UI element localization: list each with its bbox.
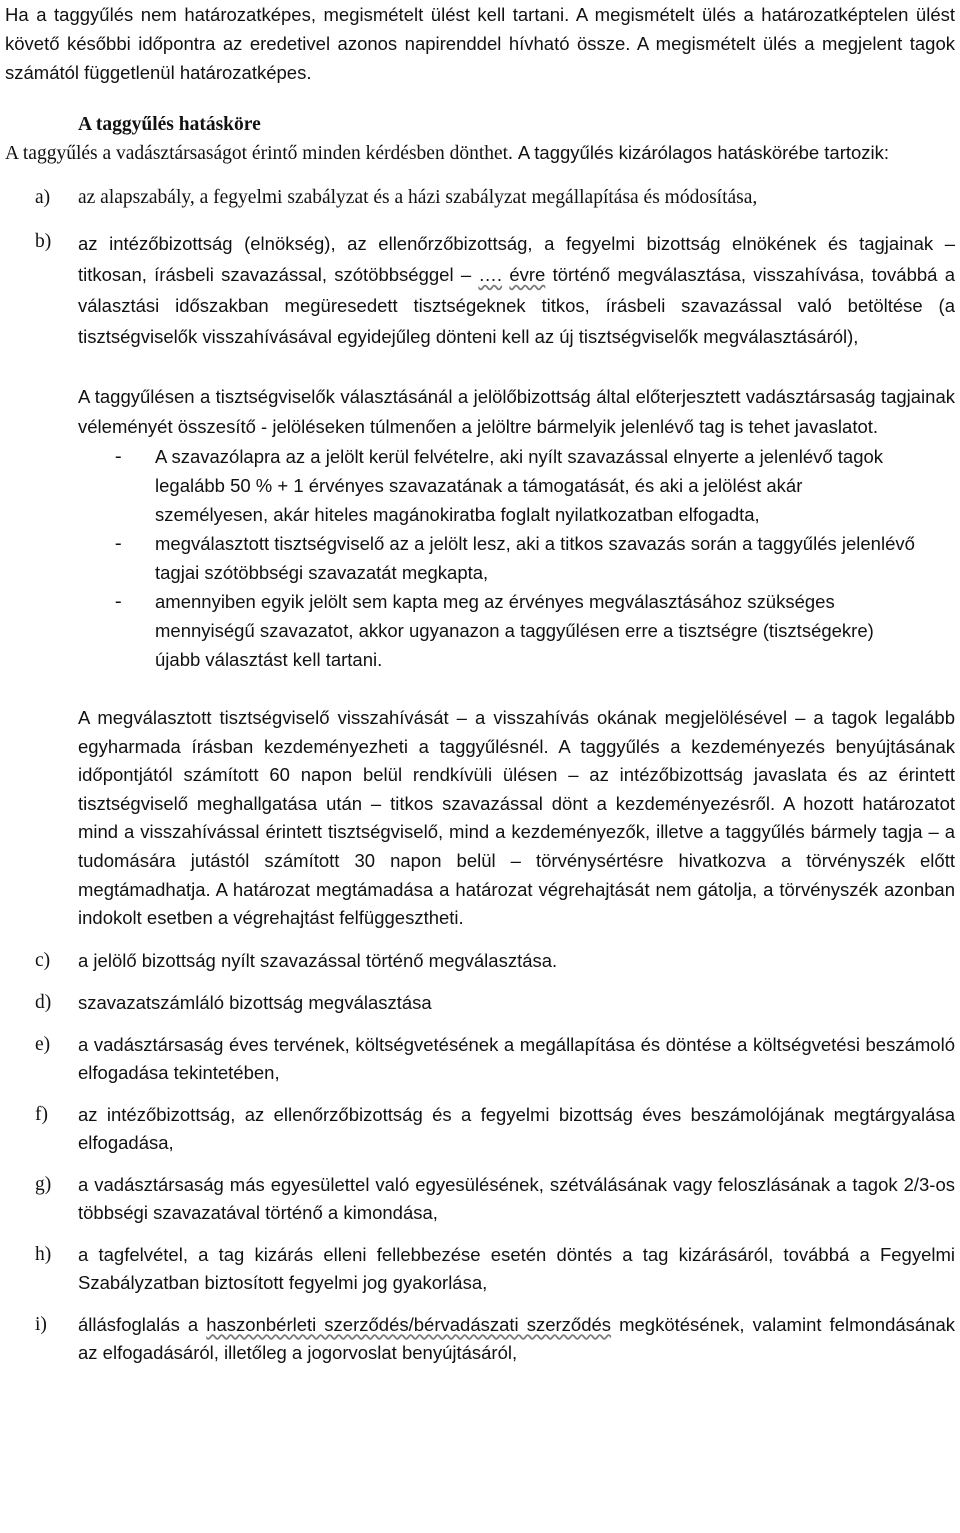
- list-text: a jelölő bizottság nyílt szavazással történő megválasztása.: [78, 949, 558, 971]
- bullet-text: megválasztott tisztségviselő az a jelölt lesz, aki a titkos szavazás során a taggyűlés jelenlévő tagjai szótöbbségi szavazatát megkapta,: [155, 533, 915, 583]
- election-bullet: [115, 442, 955, 529]
- list-item-e: [5, 1031, 955, 1087]
- list-label: h): [35, 1243, 52, 1265]
- list-text-before: az intézőbizottság (elnökség), az ellenőrzőbizottság, a fegyelmi bizottság elnökének és tagjainak – titkosan, írásbeli szavazással, szótöbbséggel –: [78, 233, 955, 285]
- election-paragraph: A taggyűlésen a tisztségviselők választásánál a jelölőbizottság által előterjesztett vadásztársaság tagjainak véleményét összesítő - jelöléseken túlmenően a jelöltre bármelyik jelenlévő tag is tehet javaslatot.: [78, 386, 955, 437]
- bullet-text: A szavazólapra az a jelölt kerül felvételre, aki nyílt szavazással elnyerte a jelenlévő tagok legalább 50 % + 1 érvényes szavazatának a támogatását, és aki a jelölést akár személyesen, akár hiteles magánokiratba foglalt nyilatkozatban elfogadta,: [155, 446, 884, 525]
- bullet-dash: -: [115, 446, 122, 467]
- section-lead: [5, 139, 955, 168]
- intro-paragraph: Ha a taggyűlés nem határozatképes, megismételt ülést kell tartani. A megismételt ülés a határozatképtelen ülést követő későbbi időpontra az eredetivel azonos napirenddel hívható össze. A megismételt ülés a megjelent tagok számától függetlenül határozatképes.: [5, 4, 955, 83]
- list-label: d): [35, 991, 52, 1013]
- bullet-text: amennyiben egyik jelölt sem kapta meg az érvényes megválasztásához szükséges mennyiségű szavazatot, akkor ugyanazon a taggyűlésen erre a tisztségre (tisztségekre) újabb választást kell tartani.: [155, 591, 874, 670]
- list-label: a): [35, 187, 51, 208]
- list-text-dots: ….: [478, 264, 503, 285]
- list-text-after: megkötésének, valamint felmondásának az elfogadásáról, illetőleg a jogorvoslat benyújtásáról,: [78, 1313, 956, 1363]
- list-text: szavazatszámláló bizottság megválasztása: [78, 991, 432, 1013]
- election-bullet: [115, 587, 955, 674]
- section-lead-sans: A taggyűlés kizárólagos hatáskörébe tartozik:: [517, 142, 890, 163]
- list-label: c): [35, 949, 51, 971]
- list-item-d: [5, 989, 955, 1017]
- bullet-dash: -: [115, 591, 122, 612]
- list-item-b: [5, 228, 955, 352]
- list-item-a: [5, 184, 955, 212]
- list-text: az alapszabály, a fegyelmi szabályzat és a házi szabályzat megállapítása és módosítása,: [78, 187, 758, 208]
- list-label: b): [35, 231, 52, 252]
- section-lead-text: A taggyűlés a vadásztársaságot érintő minden kérdésben dönthet.: [5, 143, 513, 164]
- list-item-f: [5, 1101, 955, 1157]
- list-label: i): [35, 1313, 47, 1335]
- election-block: [78, 382, 955, 442]
- list-text-wavy: évre: [509, 264, 546, 285]
- list-text: a tagfelvétel, a tag kizárás elleni fellebbezése esetén döntés a tag kizárásáról, továbbá a Fegyelmi Szabályzatban biztosított fegyelmi jog gyakorlása,: [78, 1243, 955, 1293]
- list-text: [78, 228, 955, 352]
- list-text: a vadásztársaság éves tervének, költségvetésének a megállapítása és döntése a költségvetési beszámoló elfogadása tekintetében,: [78, 1033, 955, 1083]
- list-text-before: állásfoglalás a: [78, 1313, 199, 1335]
- list-text-after: történő megválasztása, visszahívása, továbbá a választási időszakban megüresedett tisztségeknek titkos, írásbeli szavazással való betöltése (a tisztségviselők visszahívásával egyidejűleg dönteni kell az új tisztségviselők megválasztásáról),: [78, 264, 956, 347]
- list-item-g: [5, 1171, 955, 1227]
- recall-paragraph: A megválasztott tisztségviselő visszahívását – a visszahívás okának megjelölésével – a tagok legalább egyharmada írásban kezdeményezheti a taggyűlésnél. A taggyűlés a kezdeményezés benyújtásának időpontjától számított 60 napon belül rendkívüli ülésen – az intézőbizottság javaslata és az érintett tisztségviselő meghallgatása után – titkos szavazással dönt a kezdeményezésről. A hozott határozatot mind a visszahívással érintett tisztségviselő, mind a kezdeményezők, illetve a taggyűlés bármely tagja – a tudomására jutástól számított 30 napon belül – törvénysértésre hivatkozva a törvényszék előtt megtámadhatja. A határozat megtámadása a határozat végrehajtását nem gátolja, a törvényszék azonban indokolt esetben a végrehajtást felfüggesztheti.: [78, 707, 955, 929]
- election-bullet: [115, 529, 955, 587]
- section-heading: A taggyűlés hatásköre: [78, 114, 261, 135]
- document-page: [5, 0, 955, 1367]
- list-label: e): [35, 1033, 51, 1055]
- list-item-i: [5, 1311, 955, 1367]
- list-label: f): [35, 1103, 48, 1125]
- list-text: [78, 1311, 955, 1367]
- list-item-h: [5, 1241, 955, 1297]
- recall-block: [78, 704, 955, 933]
- bullet-dash: -: [115, 533, 122, 554]
- section-heading-block: [78, 111, 955, 139]
- list-text: a vadásztársaság más egyesülettel való egyesülésének, szétválásának vagy feloszlásának a tagok 2/3-os többségi szavazatával történő a kimondása,: [78, 1173, 955, 1223]
- list-item-c: [5, 947, 955, 975]
- list-text: az intézőbizottság, az ellenőrzőbizottság és a fegyelmi bizottság éves beszámolójának megtárgyalása elfogadása,: [78, 1103, 955, 1153]
- list-label: g): [35, 1173, 52, 1195]
- list-text-wavy: haszonbérleti szerződés/bérvadászati szerződés: [206, 1313, 612, 1335]
